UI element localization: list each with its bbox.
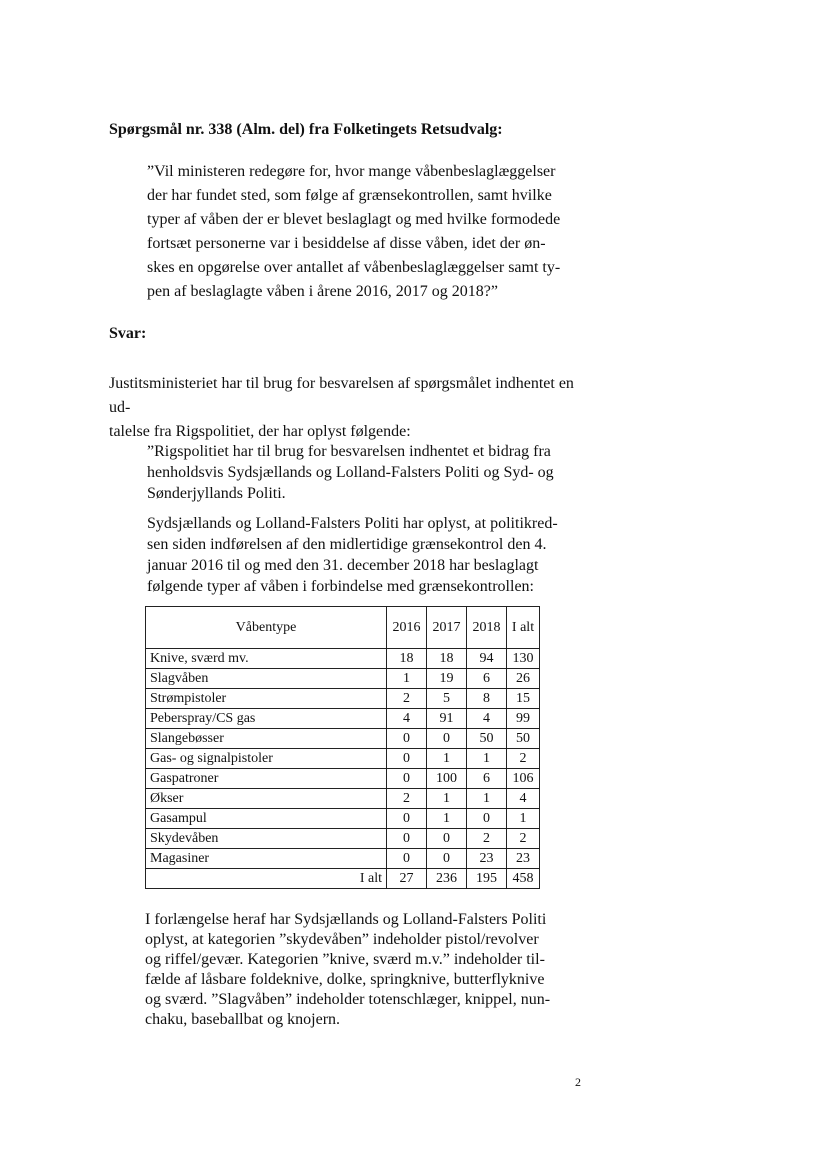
- quote-line: ”Rigspolitiet har til brug for besvarelsen indhentet et bidrag fra: [147, 443, 551, 460]
- count-cell: 18: [387, 649, 427, 669]
- weapon-type-cell: Strømpistoler: [146, 689, 387, 709]
- question-line: typer af våben der er blevet beslaglagt og med hvilke formodede: [147, 211, 561, 228]
- table-row: [146, 749, 540, 769]
- count-cell: 99: [507, 709, 540, 729]
- quote-line: Sønderjyllands Politi.: [147, 485, 286, 502]
- count-cell: 91: [427, 709, 467, 729]
- total-2018: 195: [467, 869, 507, 889]
- table-row: [146, 689, 540, 709]
- count-cell: 2: [507, 749, 540, 769]
- count-cell: 50: [467, 729, 507, 749]
- count-cell: 1: [467, 749, 507, 769]
- total-label: I alt: [146, 869, 387, 889]
- count-cell: 0: [387, 769, 427, 789]
- question-text: [147, 160, 567, 304]
- question-line: fortsæt personerne var i besiddelse af disse våben, idet der øn-: [147, 235, 546, 252]
- weapon-type-cell: Knive, sværd mv.: [146, 649, 387, 669]
- weapon-type-cell: Slagvåben: [146, 669, 387, 689]
- table-body: [146, 649, 540, 869]
- intro-line: Justitsministeriet har til brug for besvarelsen af spørgsmålet indhentet en ud-: [109, 375, 574, 416]
- explanation-line: og riffel/gevær. Kategorien ”knive, sværd m.v.” indeholder til-: [145, 951, 545, 968]
- total-2016: 27: [387, 869, 427, 889]
- quote-paragraph-2: [147, 513, 567, 597]
- answer-intro: [109, 372, 599, 444]
- total-2017: 236: [427, 869, 467, 889]
- count-cell: 6: [467, 669, 507, 689]
- count-cell: 2: [467, 829, 507, 849]
- weapon-type-cell: Skydevåben: [146, 829, 387, 849]
- answer-label: Svar:: [109, 325, 147, 342]
- weapon-type-cell: Gas- og signalpistoler: [146, 749, 387, 769]
- weapon-type-cell: Gaspatroner: [146, 769, 387, 789]
- count-cell: 1: [467, 789, 507, 809]
- weapon-type-cell: Magasiner: [146, 849, 387, 869]
- table-header-row: [146, 607, 540, 649]
- intro-line: talelse fra Rigspolitiet, der har oplyst følgende:: [109, 423, 411, 440]
- explanation-line: I forlængelse heraf har Sydsjællands og Lolland-Falsters Politi: [145, 911, 547, 928]
- header-2017: 2017: [427, 607, 467, 649]
- count-cell: 106: [507, 769, 540, 789]
- table-row: [146, 809, 540, 829]
- explanation-line: fælde af låsbare foldeknive, dolke, springknive, butterflyknive: [145, 971, 545, 988]
- count-cell: 1: [427, 809, 467, 829]
- count-cell: 0: [387, 729, 427, 749]
- count-cell: 19: [427, 669, 467, 689]
- explanation-paragraph: [145, 910, 565, 1030]
- page-number: 2: [575, 1075, 581, 1089]
- header-2016: 2016: [387, 607, 427, 649]
- weapon-type-cell: Økser: [146, 789, 387, 809]
- header-weapon-type: Våbentype: [146, 607, 387, 649]
- count-cell: 94: [467, 649, 507, 669]
- count-cell: 6: [467, 769, 507, 789]
- question-line: pen af beslaglagte våben i årene 2016, 2017 og 2018?”: [147, 283, 498, 300]
- quote-line: sen siden indførelsen af den midlertidige grænsekontrol den 4.: [147, 536, 547, 553]
- count-cell: 130: [507, 649, 540, 669]
- table-row: [146, 789, 540, 809]
- quote-line: følgende typer af våben i forbindelse med grænsekontrollen:: [147, 578, 534, 595]
- count-cell: 0: [387, 829, 427, 849]
- count-cell: 1: [427, 789, 467, 809]
- weapon-type-cell: Peberspray/CS gas: [146, 709, 387, 729]
- count-cell: 4: [467, 709, 507, 729]
- count-cell: 5: [427, 689, 467, 709]
- count-cell: 0: [427, 849, 467, 869]
- count-cell: 0: [427, 729, 467, 749]
- question-line: der har fundet sted, som følge af grænsekontrollen, samt hvilke: [147, 187, 552, 204]
- total-all: 458: [507, 869, 540, 889]
- quote-line: henholdsvis Sydsjællands og Lolland-Falsters Politi og Syd- og: [147, 464, 554, 481]
- count-cell: 50: [507, 729, 540, 749]
- count-cell: 4: [387, 709, 427, 729]
- table-row: [146, 669, 540, 689]
- count-cell: 100: [427, 769, 467, 789]
- weapons-table: [145, 606, 540, 889]
- quote-line: januar 2016 til og med den 31. december 2018 har beslaglagt: [147, 557, 539, 574]
- count-cell: 0: [427, 829, 467, 849]
- table-row: [146, 709, 540, 729]
- count-cell: 2: [507, 829, 540, 849]
- count-cell: 8: [467, 689, 507, 709]
- explanation-line: chaku, baseballbat og knojern.: [145, 1011, 341, 1028]
- table-row: [146, 849, 540, 869]
- count-cell: 0: [467, 809, 507, 829]
- table-row: [146, 729, 540, 749]
- weapon-type-cell: Slangebøsser: [146, 729, 387, 749]
- count-cell: 2: [387, 689, 427, 709]
- explanation-line: oplyst, at kategorien ”skydevåben” indeholder pistol/revolver: [145, 931, 539, 948]
- count-cell: 1: [427, 749, 467, 769]
- header-total: I alt: [507, 607, 540, 649]
- count-cell: 4: [507, 789, 540, 809]
- count-cell: 26: [507, 669, 540, 689]
- question-line: ”Vil ministeren redegøre for, hvor mange våbenbeslaglæggelser: [147, 163, 556, 180]
- count-cell: 1: [507, 809, 540, 829]
- table-row: [146, 829, 540, 849]
- weapon-type-cell: Gasampul: [146, 809, 387, 829]
- question-line: skes en opgørelse over antallet af våbenbeslaglæggelser samt ty-: [147, 259, 561, 276]
- count-cell: 2: [387, 789, 427, 809]
- quote-line: Sydsjællands og Lolland-Falsters Politi har oplyst, at politikred-: [147, 515, 558, 532]
- question-heading: Spørgsmål nr. 338 (Alm. del) fra Folketingets Retsudvalg:: [109, 121, 503, 138]
- count-cell: 0: [387, 809, 427, 829]
- quote-paragraph-1: [147, 441, 567, 504]
- count-cell: 15: [507, 689, 540, 709]
- table-total-row: [146, 869, 540, 889]
- count-cell: 18: [427, 649, 467, 669]
- count-cell: 0: [387, 749, 427, 769]
- count-cell: 23: [467, 849, 507, 869]
- table-row: [146, 769, 540, 789]
- count-cell: 1: [387, 669, 427, 689]
- explanation-line: og sværd. ”Slagvåben” indeholder totenschlæger, knippel, nun-: [145, 991, 551, 1008]
- count-cell: 23: [507, 849, 540, 869]
- header-2018: 2018: [467, 607, 507, 649]
- count-cell: 0: [387, 849, 427, 869]
- table-row: [146, 649, 540, 669]
